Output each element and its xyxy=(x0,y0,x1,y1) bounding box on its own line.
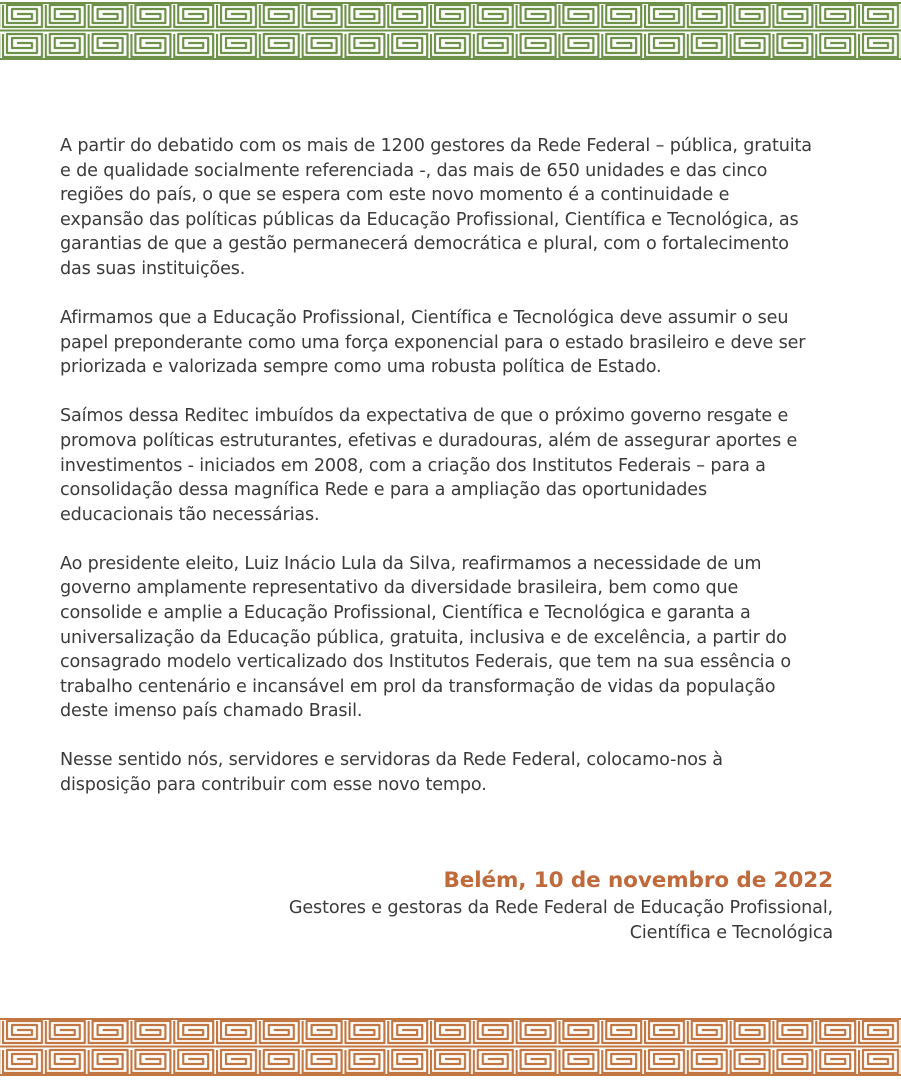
text-line: expansão das políticas públicas da Educação Profissional, Científica e Tecnológica, as xyxy=(60,209,799,230)
text-line: priorizada e valorizada sempre como uma robusta política de Estado. xyxy=(60,357,662,378)
top-decorative-border xyxy=(0,0,901,62)
paragraph-3 xyxy=(60,404,850,527)
text-line: Nesse sentido nós, servidores e servidoras da Rede Federal, colocamo-nos à xyxy=(60,750,723,771)
paragraph-5 xyxy=(60,748,850,797)
text-line: consolidação dessa magnífica Rede e para a ampliação das oportunidades xyxy=(60,480,707,501)
paragraph-4 xyxy=(60,552,850,724)
paragraph-2 xyxy=(60,306,850,380)
text-line: Saímos dessa Reditec imbuídos da expectativa de que o próximo governo resgate e xyxy=(60,406,789,427)
greek-key-border-icon xyxy=(0,1014,901,1080)
greek-key-border-icon xyxy=(0,0,901,62)
text-line: A partir do debatido com os mais de 1200 gestores da Rede Federal – pública, gratuita xyxy=(60,136,812,156)
letter-body xyxy=(60,134,850,822)
text-line: deste imenso país chamado Brasil. xyxy=(60,701,363,722)
text-line: Afirmamos que a Educação Profissional, Científica e Tecnológica deve assumir o seu xyxy=(60,308,789,329)
bottom-decorative-border xyxy=(0,1014,901,1080)
text-line: disposição para contribuir com esse novo tempo. xyxy=(60,775,487,796)
text-line: investimentos - iniciados em 2008, com a criação dos Institutos Federais – para a xyxy=(60,455,766,476)
text-line: consagrado modelo verticalizado dos Institutos Federais, que tem na sua essência o xyxy=(60,652,792,673)
text-line: Ao presidente eleito, Luiz Inácio Lula da Silva, reafirmamos a necessidade de um xyxy=(60,553,762,574)
text-line: educacionais tão necessárias. xyxy=(60,504,320,525)
signature-date: Belém, 10 de novembro de 2022 xyxy=(443,868,833,893)
signature-block xyxy=(289,866,833,945)
signature-line: Gestores e gestoras da Rede Federal de Educação Profissional, xyxy=(288,898,833,918)
text-line: das suas instituições. xyxy=(60,258,246,279)
text-line: consolide e amplie a Educação Profissional, Científica e Tecnológica e garanta a xyxy=(60,603,751,623)
text-line: governo amplamente representativo da diversidade brasileira, bem como que xyxy=(60,578,739,599)
paragraph-1 xyxy=(60,134,850,282)
text-line: regiões do país, o que se espera com este novo momento é a continuidade e xyxy=(60,185,730,206)
text-line: universalização da Educação pública, gratuita, inclusiva e de excelência, a partir do xyxy=(60,627,787,648)
text-line: trabalho centenário e incansável em prol da transformação de vidas da população xyxy=(60,676,776,697)
text-line: garantias de que a gestão permanecerá democrática e plural, com o fortalecimento xyxy=(60,234,789,255)
text-line: promova políticas estruturantes, efetivas e duradouras, além de assegurar aportes e xyxy=(60,430,798,451)
signature-line: Científica e Tecnológica xyxy=(629,922,833,943)
text-line: e de qualidade socialmente referenciada -, das mais de 650 unidades e das cinco xyxy=(60,160,768,181)
text-line: papel preponderante como uma força exponencial para o estado brasileiro e deve ser xyxy=(60,332,806,353)
